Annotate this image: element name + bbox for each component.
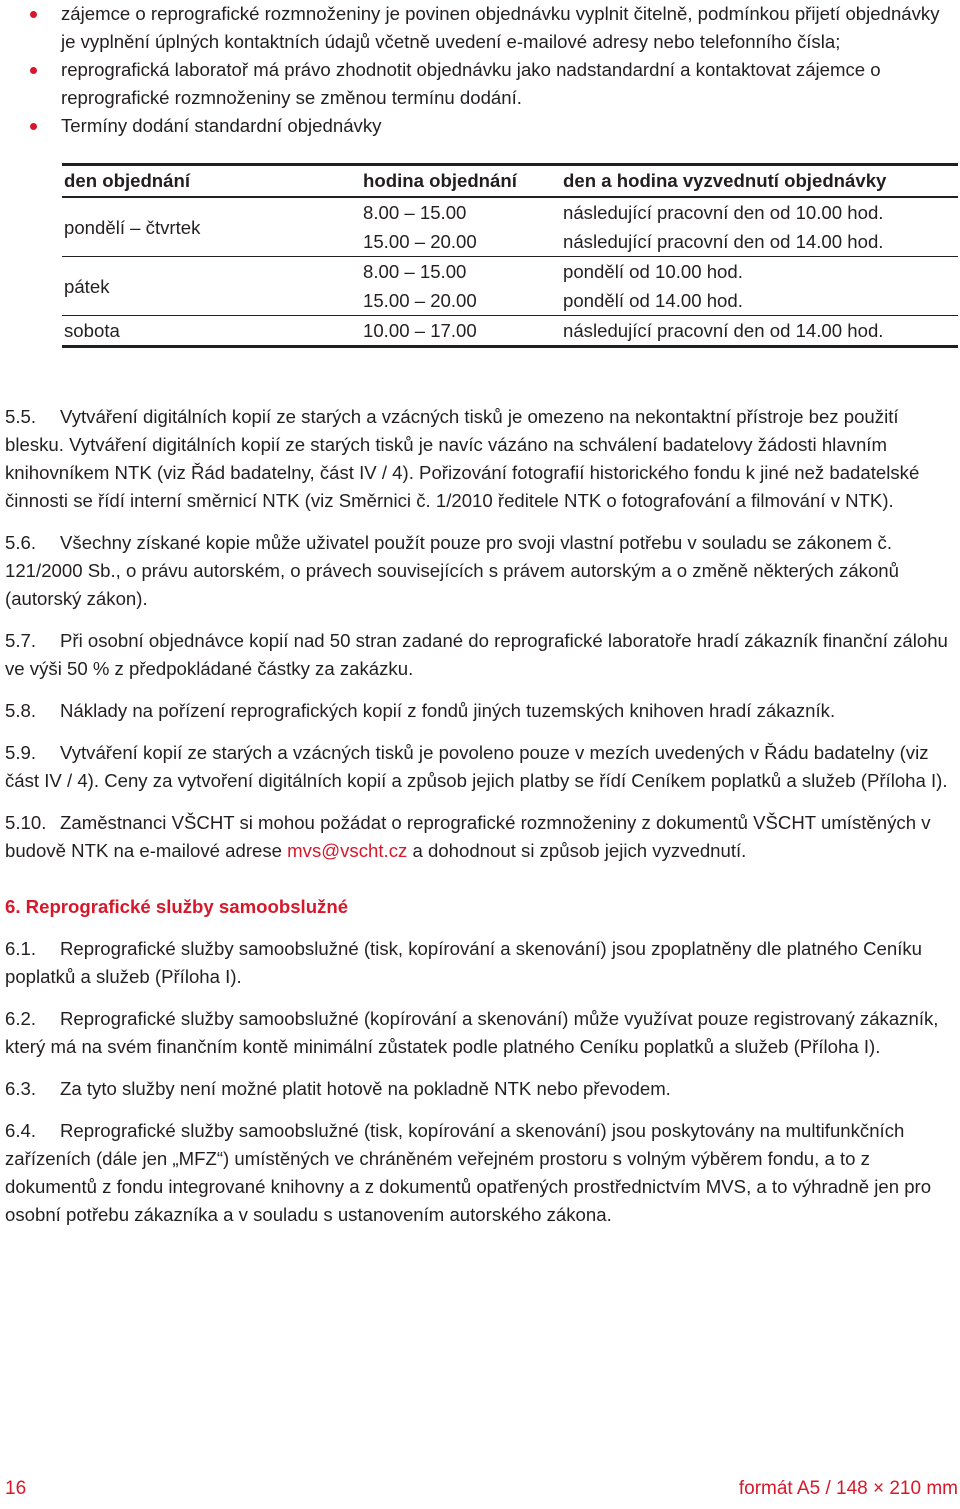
- day-cell: pátek: [62, 257, 361, 316]
- table-row: [62, 316, 958, 347]
- paragraph-text: Za tyto služby není možné platit hotově na pokladně NTK nebo převodem.: [60, 1078, 671, 1099]
- paragraph-text: Zaměstnanci VŠCHT si mohou požádat o reprografické rozmnoženiny z dokumentů VŠCHT umístěných v budově NTK na e-mailové adrese: [5, 812, 931, 861]
- hour-cell: 10.00 – 17.00: [361, 316, 561, 347]
- email-link[interactable]: mvs@vscht.cz: [287, 840, 408, 861]
- pickup-cell: pondělí od 10.00 hod.: [563, 261, 743, 282]
- page-format: formát A5 / 148 × 210 mm: [738, 1478, 958, 1499]
- pickup-cell: pondělí od 14.00 hod.: [561, 286, 958, 316]
- paragraph-number: 5.10.: [5, 812, 47, 833]
- page-number: 16: [5, 1478, 27, 1499]
- pickup-cell: následující pracovní den od 14.00 hod.: [561, 227, 958, 257]
- paragraph-number: 5.6.: [5, 532, 37, 553]
- pickup-cell: následující pracovní den od 14.00 hod.: [561, 316, 958, 347]
- paragraph-6-1: [5, 935, 958, 991]
- hour-cell: 15.00 – 20.00: [361, 227, 561, 257]
- bullet-dot-icon: [30, 123, 37, 130]
- table-row: [62, 197, 958, 227]
- hour-cell: 8.00 – 15.00: [363, 261, 467, 282]
- paragraph-6-2: [5, 1005, 958, 1061]
- paragraph-text: Reprografické služby samoobslužné (tisk, kopírování a skenování) jsou zpoplatněny dle platného Ceníku poplatků a služeb (Příloha I).: [5, 938, 922, 987]
- paragraph-number: 5.5.: [5, 406, 37, 427]
- paragraph-number: 6.2.: [5, 1008, 37, 1029]
- column-header: den objednání: [62, 165, 361, 198]
- bullet-text: zájemce o reprografické rozmnoženiny je povinen objednávku vyplnit čitelně, podmínkou přijetí objednávky je vyplnění úplných kontaktních údajů včetně uvedení e-mailové adresy nebo telefonního čísla;: [61, 3, 940, 52]
- bullet-list: [0, 0, 958, 140]
- bullet-item: [0, 56, 958, 112]
- paragraph-text: Reprografické služby samoobslužné (kopírování a skenování) může využívat pouze registrovaný zákazník, který má na svém finančním kontě minimální zůstatek podle platného Ceníku poplatků a služeb (Příloha I).: [5, 1008, 939, 1057]
- paragraph-text: a dohodnout si způsob jejich vyzvednutí.: [412, 840, 747, 861]
- paragraph-5-7: [5, 627, 958, 683]
- pickup-cell: následující pracovní den od 10.00 hod.: [563, 202, 884, 223]
- paragraph-number: 5.8.: [5, 700, 37, 721]
- page-footer: [5, 1475, 958, 1503]
- bullet-item: [0, 0, 958, 56]
- paragraph-5-5: [5, 403, 958, 515]
- paragraph-number: 5.7.: [5, 630, 37, 651]
- delivery-times-table: [62, 163, 958, 348]
- paragraph-5-6: [5, 529, 958, 613]
- paragraph-5-9: [5, 739, 958, 795]
- hour-cell: 8.00 – 15.00: [363, 202, 467, 223]
- body-text: [5, 403, 958, 1243]
- paragraph-text: Náklady na pořízení reprografických kopií z fondů jiných tuzemských knihoven hradí zákazník.: [60, 700, 836, 721]
- paragraph-text: Při osobní objednávce kopií nad 50 stran zadané do reprografické laboratoře hradí zákazník finanční zálohu ve výši 50 % z předpokládané částky za zakázku.: [5, 630, 948, 679]
- paragraph-number: 5.9.: [5, 742, 37, 763]
- paragraph-6-4: [5, 1117, 958, 1229]
- paragraph-text: Vytváření digitálních kopií ze starých a vzácných tisků je omezeno na nekontaktní přístroje bez použití blesku. Vytváření digitálních kopií ze starých tisků je navíc vázáno na schválení badatelovy žádosti hlavním knihovníkem NTK (viz Řád badatelny, část IV / 4). Pořizování fotografií historického fondu k jiné než badatelské činnosti se řídí interní směrnicí NTK (viz Směrnici č. 1/2010 ředitele NTK o fotografování a filmování v NTK).: [5, 406, 920, 511]
- bullet-text: Termíny dodání standardní objednávky: [61, 115, 382, 136]
- section-heading: 6. Reprografické služby samoobslužné: [5, 896, 349, 917]
- paragraph-text: Vytváření kopií ze starých a vzácných tisků je povoleno pouze v mezích uvedených v Řádu badatelny (viz část IV / 4). Ceny za vytvoření digitálních kopií a způsob jejich platby se řídí Ceníkem poplatků a služeb (Příloha I).: [5, 742, 948, 791]
- paragraph-number: 6.3.: [5, 1078, 37, 1099]
- hour-cell: 15.00 – 20.00: [361, 286, 561, 316]
- table-header-row: [62, 165, 958, 198]
- column-header: hodina objednání: [361, 165, 561, 198]
- table-row: [62, 257, 958, 287]
- paragraph-6-3: [5, 1075, 958, 1103]
- bullet-dot-icon: [30, 11, 37, 18]
- day-cell: pondělí – čtvrtek: [62, 197, 361, 257]
- paragraph-text: Reprografické služby samoobslužné (tisk, kopírování a skenování) jsou poskytovány na multifunkčních zařízeních (dále jen „MFZ“) umístěných ve chráněném veřejném prostoru s volným výběrem fondu, a to z dokumentů z fondu integrované knihovny a z dokumentů opatřených prostřednictvím MVS, a to výhradně jen pro osobní potřebu zákazníka a v souladu s ustanovením autorského zákona.: [5, 1120, 932, 1225]
- day-cell: sobota: [62, 316, 361, 347]
- bullet-text: reprografická laboratoř má právo zhodnotit objednávku jako nadstandardní a kontaktovat zájemce o reprografické rozmnoženiny se změnou termínu dodání.: [61, 59, 881, 108]
- paragraph-5-8: [5, 697, 958, 725]
- bullet-dot-icon: [30, 67, 37, 74]
- paragraph-number: 6.4.: [5, 1120, 37, 1141]
- column-header: den a hodina vyzvednutí objednávky: [561, 165, 958, 198]
- paragraph-text: Všechny získané kopie může uživatel použít pouze pro svoji vlastní potřebu v souladu se zákonem č. 121/2000 Sb., o právu autorském, o právech souvisejících s právem autorským a o změně některých zákonů (autorský zákon).: [5, 532, 899, 609]
- paragraph-number: 6.1.: [5, 938, 37, 959]
- bullet-item: [0, 112, 958, 140]
- paragraph-5-10: [5, 809, 958, 865]
